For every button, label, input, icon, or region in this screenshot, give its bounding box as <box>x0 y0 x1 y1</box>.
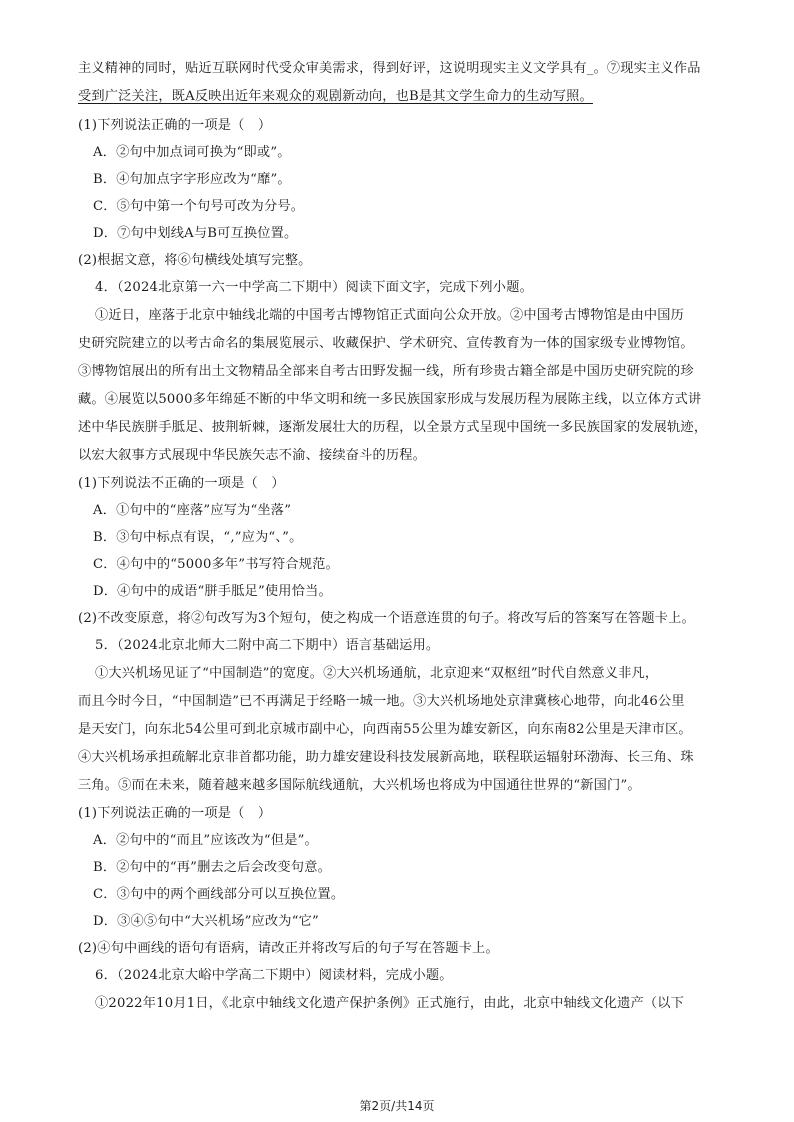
option-d: D．③④⑤句中“大兴机场”应改为“它” <box>93 914 319 929</box>
passage-line: 述中华民族胼手胝足、披荆斩棘，逐渐发展壮大的历程，以全景方式呈现中国统一多民族国家的发展轨迹， <box>78 420 708 435</box>
option-a: A．②句中的“而且”应该改为“但是”。 <box>93 833 318 848</box>
passage-line: ①大兴机场见证了“中国制造”的宽度。②大兴机场通航，北京迎来“双枢纽”时代自然意义非凡， <box>95 666 659 681</box>
passage-line: ③博物馆展出的所有出土文物精品全部来自考古田野发掘一线，所有珍贵古籍全部是中国历史研究院的珍 <box>78 364 694 379</box>
page-number: 第2页/共14页 <box>359 1099 435 1113</box>
passage-line: ④大兴机场承担疏解北京非首都功能，助力雄安建设科技发展新高地，联程联运辐射环渤海、长三角、珠 <box>78 750 694 765</box>
option-a: A．①句中的“座落”应写为“坐落” <box>93 503 292 518</box>
question-stem: (2)根据文意，将⑥句横线处填写完整。 <box>78 253 312 268</box>
option-d: D．⑦句中划线A与B可互换位置。 <box>93 226 298 241</box>
question-heading: 5．（2024北京北师大二附中高二下期中）语言基础运用。 <box>95 638 440 653</box>
question-stem: (2)不改变原意，将②句改写为3个短句，使之构成一个语意连贯的句子。将改写后的答案写在答题卡上。 <box>78 611 695 626</box>
passage-line: 以宏大叙事方式展现中华民族矢志不渝、接续奋斗的历程。 <box>78 448 427 463</box>
passage-line: ①2022年10月1日，《北京中轴线文化遗产保护条例》正式施行，由此，北京中轴线文化遗产（以下 <box>95 996 685 1011</box>
passage-line: 而且今时今日，“中国制造”已不再满足于经略一城一地。③大兴机场地处京津冀核心地带，向北46公里 <box>78 694 685 709</box>
text-line: 受到广泛关注，既A反映出近年来观众的观剧新动向，也B是其文学生命力的生动写照。 <box>78 89 593 104</box>
passage-line: 藏。④展览以5000多年绵延不断的中华文明和统一多民族国家形成与发展历程为展陈主线，以立体方式讲 <box>78 392 702 407</box>
question-stem: (2)④句中画线的语句有语病，请改正并将改写后的句子写在答题卡上。 <box>78 941 499 956</box>
question-stem: (1)下列说法正确的一项是（ ） <box>78 118 272 133</box>
text-line: 主义精神的同时，贴近互联网时代受众审美需求，得到好评，这说明现实主义文学具有_。⑦现实主义作品 <box>78 61 701 76</box>
option-b: B．②句中的“再”删去之后会改变句意。 <box>93 860 331 875</box>
question-heading: 4．（2024北京第一六一中学高二下期中）阅读下面文字，完成下列小题。 <box>95 280 533 295</box>
question-heading: 6．（2024北京大峪中学高二下期中）阅读材料，完成小题。 <box>95 968 453 983</box>
option-c: C．③句中的两个画线部分可以互换位置。 <box>93 887 345 902</box>
passage-line: ①近日，座落于北京中轴线北端的中国考古博物馆正式面向公众开放。②中国考古博物馆是由中国历 <box>95 308 685 323</box>
option-c: C．④句中的“5000多年”书写符合规范。 <box>93 557 339 572</box>
option-d: D．④句中的成语“胼手胝足”使用恰当。 <box>93 584 332 599</box>
option-c: C．⑤句中第一个句号可改为分号。 <box>93 199 305 214</box>
option-b: B．④句加点字字形应改为“靡”。 <box>93 172 291 187</box>
passage-line: 史研究院建立的以考古命名的集展览展示、收藏保护、学术研究、宣传教育为一体的国家级专业博物馆。 <box>78 336 694 351</box>
passage-line: 是天安门，向东北54公里可到北京城市副中心，向西南55公里为雄安新区，向东南82公里是天津市区。 <box>78 722 692 737</box>
passage-line: 三角。⑤而在未来，随着越来越多国际航线通航，大兴机场也将成为中国通往世界的“新国门”。 <box>78 778 641 793</box>
question-stem: (1)下列说法不正确的一项是（ ） <box>78 476 285 491</box>
option-b: B．③句中标点有误，“,”应为“、”。 <box>93 530 303 545</box>
question-stem: (1)下列说法正确的一项是（ ） <box>78 806 272 821</box>
option-a: A．②句中加点词可换为“即或”。 <box>93 145 291 160</box>
